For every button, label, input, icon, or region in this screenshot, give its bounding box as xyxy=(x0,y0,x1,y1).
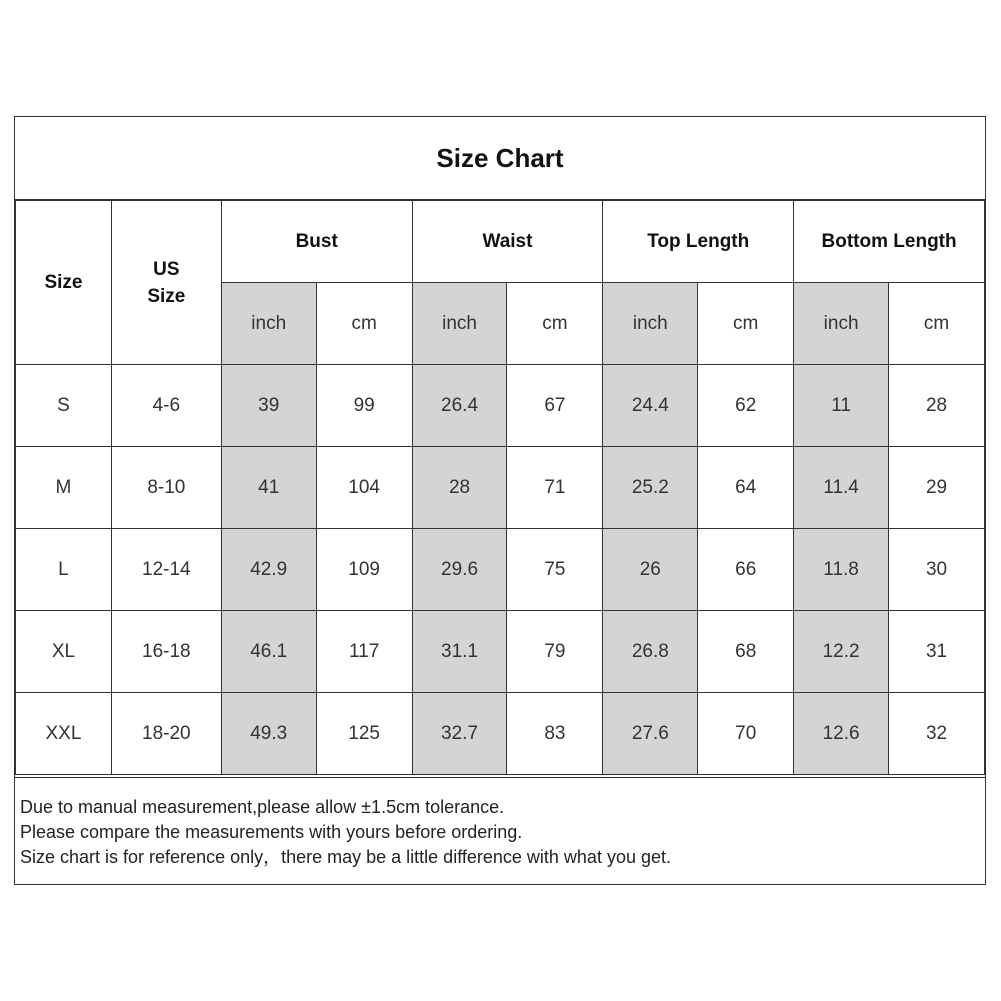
cell-bottom-inch: 11.8 xyxy=(794,529,889,611)
cell-top-inch: 24.4 xyxy=(603,365,698,447)
cell-size: M xyxy=(16,447,112,529)
table-row xyxy=(16,365,985,447)
header-us-size-line1: US xyxy=(153,258,180,280)
cell-bust-cm: 109 xyxy=(316,529,412,611)
header-size: Size xyxy=(16,201,112,365)
cell-bottom-inch: 12.6 xyxy=(794,693,889,775)
cell-bust-cm: 117 xyxy=(316,611,412,693)
cell-bust-inch: 39 xyxy=(221,365,316,447)
cell-us-size: 16-18 xyxy=(111,611,221,693)
unit-inch: inch xyxy=(794,283,889,365)
cell-top-inch: 26.8 xyxy=(603,611,698,693)
cell-waist-cm: 79 xyxy=(507,611,603,693)
cell-us-size: 8-10 xyxy=(111,447,221,529)
cell-top-cm: 68 xyxy=(698,611,794,693)
cell-bust-cm: 99 xyxy=(316,365,412,447)
cell-bust-inch: 49.3 xyxy=(221,693,316,775)
unit-inch: inch xyxy=(221,283,316,365)
cell-bottom-cm: 30 xyxy=(889,529,985,611)
unit-cm: cm xyxy=(316,283,412,365)
cell-size: L xyxy=(16,529,112,611)
cell-top-cm: 64 xyxy=(698,447,794,529)
unit-cm: cm xyxy=(507,283,603,365)
table-row xyxy=(16,447,985,529)
header-us-size-line2: Size xyxy=(147,285,186,307)
cell-top-inch: 26 xyxy=(603,529,698,611)
cell-bottom-cm: 29 xyxy=(889,447,985,529)
chart-title: Size Chart xyxy=(15,117,985,200)
cell-waist-inch: 26.4 xyxy=(412,365,507,447)
cell-bust-inch: 41 xyxy=(221,447,316,529)
cell-waist-cm: 75 xyxy=(507,529,603,611)
header-row-groups xyxy=(16,201,985,283)
cell-waist-cm: 83 xyxy=(507,693,603,775)
unit-cm: cm xyxy=(889,283,985,365)
note-line: Due to manual measurement,please allow ±1.5cm tolerance. xyxy=(20,797,505,817)
cell-bust-inch: 46.1 xyxy=(221,611,316,693)
notes xyxy=(15,777,985,886)
cell-bottom-cm: 31 xyxy=(889,611,985,693)
cell-waist-inch: 32.7 xyxy=(412,693,507,775)
unit-inch: inch xyxy=(412,283,507,365)
cell-bust-cm: 125 xyxy=(316,693,412,775)
cell-waist-inch: 29.6 xyxy=(412,529,507,611)
header-waist: Waist xyxy=(412,201,603,283)
cell-top-cm: 70 xyxy=(698,693,794,775)
cell-top-inch: 25.2 xyxy=(603,447,698,529)
cell-waist-inch: 28 xyxy=(412,447,507,529)
cell-bottom-inch: 11.4 xyxy=(794,447,889,529)
table-row xyxy=(16,529,985,611)
header-bust: Bust xyxy=(221,201,412,283)
header-top-length: Top Length xyxy=(603,201,794,283)
note-line: Size chart is for reference only，there may be a little difference with what you get. xyxy=(20,847,671,867)
cell-bottom-inch: 12.2 xyxy=(794,611,889,693)
header-us-size xyxy=(111,201,221,365)
unit-inch: inch xyxy=(603,283,698,365)
cell-top-inch: 27.6 xyxy=(603,693,698,775)
cell-bottom-cm: 28 xyxy=(889,365,985,447)
cell-size: XXL xyxy=(16,693,112,775)
cell-size: XL xyxy=(16,611,112,693)
unit-cm: cm xyxy=(698,283,794,365)
note-line: Please compare the measurements with yours before ordering. xyxy=(20,822,523,842)
cell-us-size: 4-6 xyxy=(111,365,221,447)
cell-top-cm: 62 xyxy=(698,365,794,447)
cell-bust-cm: 104 xyxy=(316,447,412,529)
cell-bottom-inch: 11 xyxy=(794,365,889,447)
size-table xyxy=(15,200,985,775)
cell-waist-cm: 67 xyxy=(507,365,603,447)
header-bottom-length: Bottom Length xyxy=(794,201,985,283)
cell-waist-cm: 71 xyxy=(507,447,603,529)
table-row xyxy=(16,693,985,775)
cell-bust-inch: 42.9 xyxy=(221,529,316,611)
cell-us-size: 12-14 xyxy=(111,529,221,611)
cell-size: S xyxy=(16,365,112,447)
cell-us-size: 18-20 xyxy=(111,693,221,775)
cell-waist-inch: 31.1 xyxy=(412,611,507,693)
cell-bottom-cm: 32 xyxy=(889,693,985,775)
cell-top-cm: 66 xyxy=(698,529,794,611)
size-chart xyxy=(14,116,986,885)
table-row xyxy=(16,611,985,693)
